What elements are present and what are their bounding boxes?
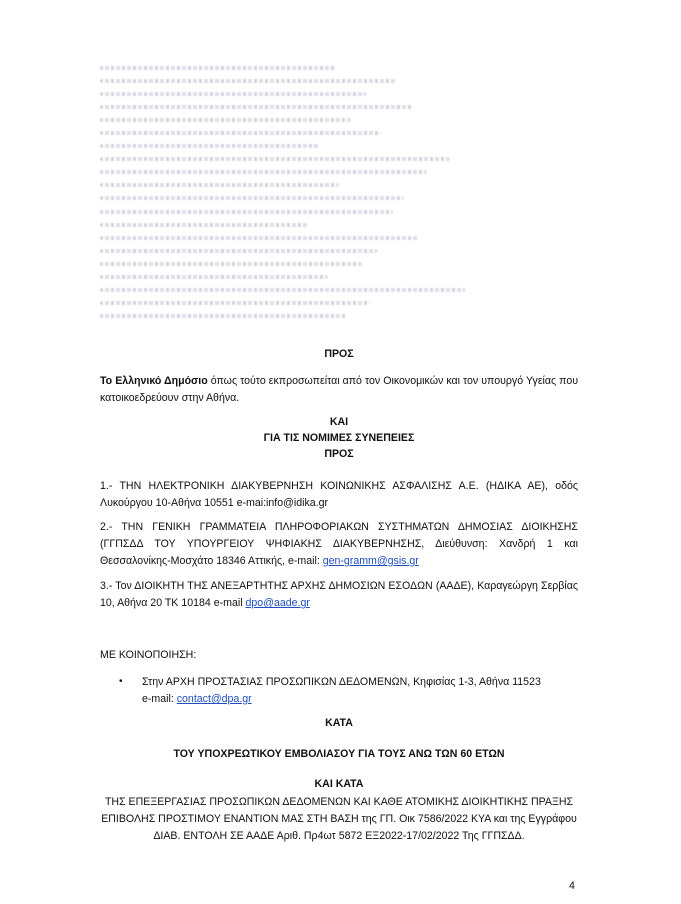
heading-legal-consequences: ΓΙΑ ΤΙΣ ΝΟΜΙΜΕΣ ΣΥΝΕΠΕΙΕΣ xyxy=(263,432,415,444)
recipient-paragraph xyxy=(100,373,578,407)
redacted-line xyxy=(100,157,450,161)
cc-item xyxy=(142,674,572,708)
redacted-line xyxy=(100,131,381,135)
page-number: 4 xyxy=(569,880,575,892)
redacted-line xyxy=(100,79,396,83)
redacted-line xyxy=(100,210,393,214)
redacted-line xyxy=(100,118,351,122)
cc-item-address: Στην ΑΡΧΗ ΠΡΟΣΤΑΣΙΑΣ ΠΡΟΣΩΠΙΚΩΝ ΔΕΔΟΜΕΝΩΝ, Κηφισίας 1-3, Αθήνα 11523 xyxy=(142,676,541,688)
redacted-line xyxy=(100,288,465,292)
recipient-item-3-text: 3.- Τον ΔΙΟΙΚΗΤΗ ΤΗΣ ΑΝΕΞΑΡΤΗΤΗΣ ΑΡΧΗΣ ΔΗΜΟΣΙΩΝ ΕΣΟΔΩΝ (ΑΑΔΕ), Καραγεώργη Σερβίας 10, Αθήνα 20 ΤΚ 10184 e-mail xyxy=(100,580,578,609)
redacted-line xyxy=(100,196,404,200)
dpa-email-link[interactable]: contact@dpa.gr xyxy=(176,693,252,705)
redacted-line xyxy=(100,92,366,96)
aade-email-link[interactable]: dpo@aade.gr xyxy=(245,597,310,609)
redacted-line xyxy=(100,144,320,148)
redacted-line xyxy=(100,262,362,266)
redacted-line xyxy=(100,236,419,240)
redacted-line xyxy=(100,314,347,318)
bullet-icon: • xyxy=(119,676,123,687)
heading-kata: ΚΑΤΑ xyxy=(325,717,353,729)
redacted-line xyxy=(100,249,377,253)
redacted-line xyxy=(100,301,370,305)
heading-pros-2: ΠΡΟΣ xyxy=(324,448,354,460)
recipient-name: Το Ελληνικό Δημόσιο xyxy=(100,375,208,387)
final-paragraph: ΤΗΣ ΕΠΕΞΕΡΓΑΣΙΑΣ ΠΡΟΣΩΠΙΚΩΝ ΔΕΔΟΜΕΝΩΝ ΚΑΙ ΚΑΘΕ ΑΤΟΜΙΚΗΣ ΔΙΟΙΚΗΤΙΚΗΣ ΠΡΑΞΗΣ ΕΠΙΒΟΛΗΣ ΠΡΟΣΤΙΜΟΥ ΕΝΑΝΤΙΟΝ ΜΑΣ ΣΤΗ ΒΑΣΗ της ΓΠ. Οικ 7586/2022 ΚΥΑ και της Εγγράφου ΔΙΑΒ. ΕΝΤΟΛΗ ΣΕ ΑΑΔΕ Αριθ. Πρ4ωτ 5872 ΕΞ2022-17/02/2022 Της ΓΓΠΣΔΔ. xyxy=(101,796,577,842)
cc-item-email-line xyxy=(142,691,572,708)
gsis-email-link[interactable]: gen-gramm@gsis.gr xyxy=(322,555,419,567)
recipient-item-3 xyxy=(100,578,578,612)
recipient-item-2-text: 2.- ΤΗΝ ΓΕΝΙΚΗ ΓΡΑΜΜΑΤΕΙΑ ΠΛΗΡΟΦΟΡΙΑΚΩΝ ΣΥΣΤΗΜΑΤΩΝ ΔΗΜΟΣΙΑΣ ΔΙΟΙΚΗΣΗΣ (ΓΓΠΣΔΔ ΤΟΥ ΥΠΟΥΡΓΕΙΟΥ ΨΗΦΙΑΚΗΣ ΔΙΑΚΥΒΕΡΝΗΣΗΣ, Διεύθυνση: Χανδρή 1 και Θεσσαλονίκης-Μοσχάτο 18346 Αττικής, e-mail: xyxy=(100,521,578,567)
redacted-line xyxy=(100,223,309,227)
cc-label: ΜΕ ΚΟΙΝΟΠΟΙΗΣΗ: xyxy=(100,649,197,661)
heading-kai: ΚΑΙ xyxy=(329,416,349,428)
redacted-line xyxy=(100,105,412,109)
recipient-item-1: 1.- ΤΗΝ ΗΛΕΚΤΡΟΝΙΚΗ ΔΙΑΚΥΒΕΡΝΗΣΗ ΚΟΙΝΩΝΙΚΗΣ ΑΣΦΑΛΙΣΗΣ Α.Ε. (ΗΔΙΚΑ ΑΕ), οδός Λυκούργου 10-Αθήνα 10551 e-mai:info@idika.gr xyxy=(100,480,578,509)
redacted-line xyxy=(100,170,427,174)
heading-kai-kata: ΚΑΙ ΚΑΤΑ xyxy=(314,778,364,790)
recipient-item-2 xyxy=(100,519,578,570)
redacted-line xyxy=(100,275,328,279)
redacted-header-block xyxy=(100,66,480,327)
redacted-line xyxy=(100,183,339,187)
heading-pros: ΠΡΟΣ xyxy=(324,348,354,360)
recipient-description: όπως τούτο εκπροσωπείται από τον Οικονομικών και τον υπουργό Υγείας που κατοικοεδρεύουν στην Αθήνα. xyxy=(100,375,579,404)
cc-email-label: e-mail: xyxy=(142,693,177,705)
heading-vaccination: ΤΟΥ ΥΠΟΧΡΕΩΤΙΚΟΥ ΕΜΒΟΛΙΑΣΟΥ ΓΙΑ ΤΟΥΣ ΑΝΩ ΤΩΝ 60 ΕΤΩΝ xyxy=(173,748,505,760)
redacted-line xyxy=(100,66,336,70)
